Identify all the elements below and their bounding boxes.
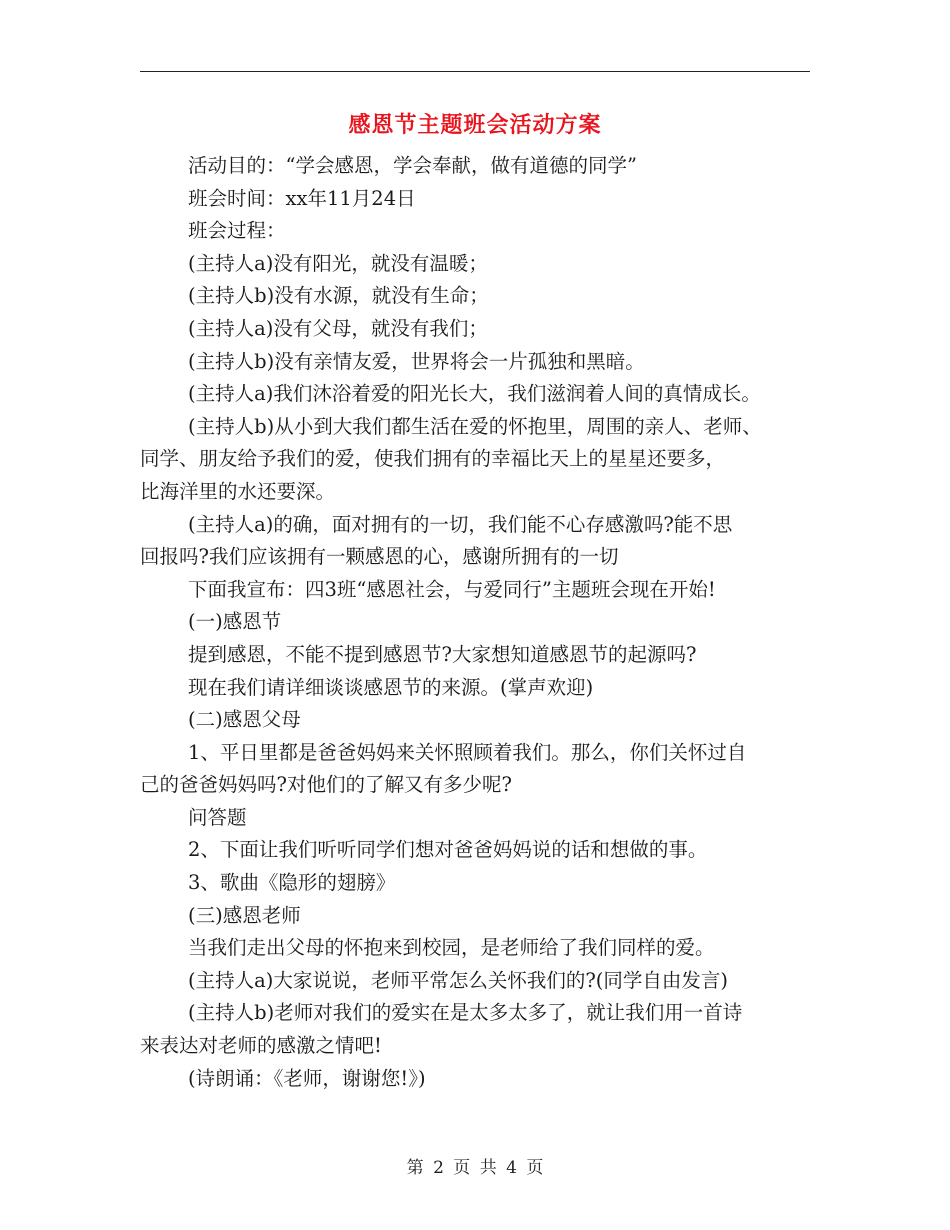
body-text-line: 比海洋里的水还要深。 — [140, 479, 336, 503]
body-text-line: (一)感恩节 — [188, 610, 282, 634]
body-text-line: 回报吗?我们应该拥有一颗感恩的心，感谢所拥有的一切 — [140, 545, 619, 569]
body-text-line: (主持人a)的确，面对拥有的一切，我们能不心存感激吗?能不思 — [188, 512, 733, 536]
body-text-line: 提到感恩，不能不提到感恩节?大家想知道感恩节的起源吗? — [188, 642, 697, 666]
body-text-line: 活动目的：“学会感恩，学会奉献，做有道德的同学” — [188, 154, 637, 177]
page-number-footer: 第 2 页 共 4 页 — [406, 1158, 544, 1178]
body-text-line: 问答题 — [188, 805, 247, 829]
body-text-line: (主持人a)我们沐浴着爱的阳光长大，我们滋润着人间的真情成长。 — [188, 382, 761, 406]
body-text-line: (三)感恩老师 — [188, 903, 301, 927]
body-text-line: (主持人a)没有阳光，就没有温暖； — [188, 251, 488, 275]
body-text-line: 来表达对老师的感激之情吧! — [140, 1034, 382, 1058]
body-text-line: 班会时间：xx年11月24日 — [188, 186, 416, 210]
body-text-line: 下面我宣布：四3班“感恩社会，与爱同行”主题班会现在开始! — [188, 577, 716, 601]
body-text-line: (主持人a)没有父母，就没有我们； — [188, 316, 488, 340]
body-text-line: (二)感恩父母 — [188, 708, 301, 732]
body-text-line: (诗朗诵：《老师，谢谢您!》) — [188, 1066, 426, 1090]
body-text-line: 1、平日里都是爸爸妈妈来关怀照顾着我们。那么，你们关怀过自 — [188, 740, 747, 764]
body-text-line: 同学、朋友给予我们的爱，使我们拥有的幸福比天上的星星还要多， — [140, 447, 726, 471]
header-divider — [140, 71, 810, 72]
body-text-line: (主持人a)大家说说，老师平常怎么关怀我们的?(同学自由发言) — [188, 968, 729, 992]
body-text-line: (主持人b)从小到大我们都生活在爱的怀抱里，周围的亲人、老师、 — [188, 414, 762, 438]
body-text-line: (主持人b)没有亲情友爱，世界将会一片孤独和黑暗。 — [188, 349, 645, 373]
document-body — [140, 150, 810, 1095]
body-text-line: (主持人b)没有水源，就没有生命； — [188, 284, 489, 308]
document-title: 感恩节主题班会活动方案 — [348, 113, 602, 138]
body-text-line: 3、歌曲《隐形的翅膀》 — [188, 871, 396, 895]
body-text-line: 班会过程： — [188, 219, 286, 243]
body-text-line: 当我们走出父母的怀抱来到校园，是老师给了我们同样的爱。 — [188, 936, 715, 960]
body-text-line: 己的爸爸妈妈吗?对他们的了解又有多少呢? — [140, 773, 512, 797]
body-text-line: 现在我们请详细谈谈感恩节的来源。(掌声欢迎) — [188, 675, 594, 699]
body-text-line: 2、下面让我们听听同学们想对爸爸妈妈说的话和想做的事。 — [188, 838, 708, 862]
body-text-line: (主持人b)老师对我们的爱实在是太多太多了，就让我们用一首诗 — [188, 1001, 743, 1025]
